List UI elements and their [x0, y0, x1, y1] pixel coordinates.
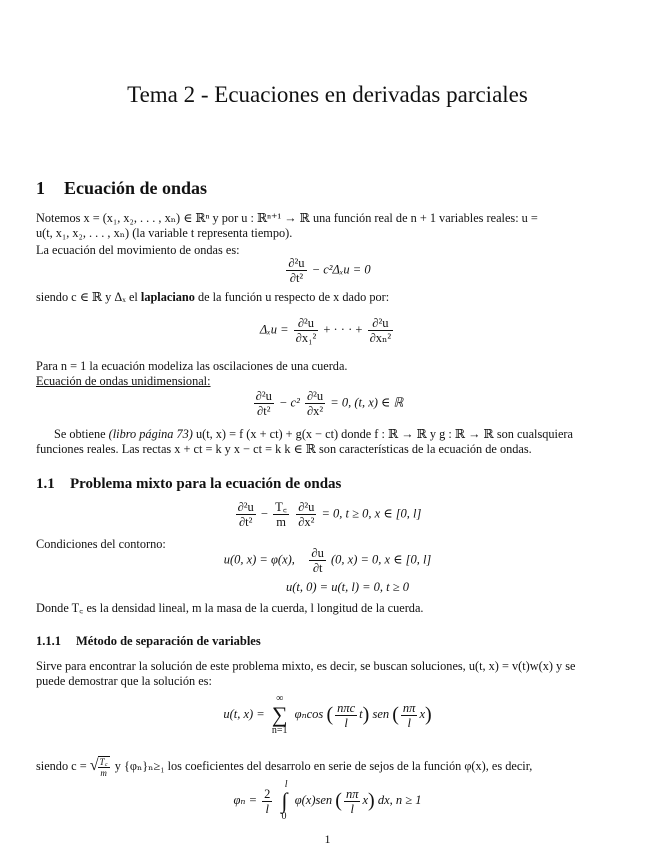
paragraph-solution-line2: funciones reales. Las rectas x + ct = k y x − ct = k k ∈ ℝ son características de la ecuación de ondas. [36, 442, 532, 456]
fraction-d2u-dx1: $\frac{\text{∂²u}}{\text{∂x₁²}}$ [295, 316, 317, 345]
section-heading-1-1: 1.1 Problema mixto para la ecuación de ondas [36, 476, 342, 492]
paragraph-separation-line1: Sirve para encontrar la solución de este problema mixto, es decir, se buscan soluciones, u(t, x) = v(t)w(x) y se [36, 659, 576, 673]
section-number: 1 [36, 178, 45, 198]
section-heading-1-1-1: 1.1.1 Método de separación de variables [36, 634, 261, 648]
paragraph-laplacian: siendo c ∈ ℝ y Δₓ el laplaciano de la función u respecto de x dado por: [36, 290, 390, 304]
paragraph-separation-line2: puede demostrar que la solución es: [36, 674, 212, 688]
equation-series-solution: u(t, x) = ∞ ∑ n=1 φₙcos ( $\frac{\text{nπc}}{l}$ t) sen ( $\frac{n\pi}{l}$ x) [223, 693, 432, 736]
equation-wave-1d: $\frac{\text{∂²u}}{\text{∂t²}}$ − c² $\frac{\text{∂²u}}{\text{∂x²}}$ = 0, (t, x) ∈ ℝ [255, 389, 404, 418]
fraction-d2u-dt2: $\frac{\text{∂²u}}{\text{∂t²}}$ [288, 256, 305, 285]
fraction-d2u-dxn: $\frac{\text{∂²u}}{\text{∂xₙ²}}$ [369, 316, 392, 345]
paragraph-boundary: Condiciones del contorno: [36, 537, 166, 551]
paragraph-string: Para n = 1 la ecuación modeliza las oscilaciones de una cuerda. [36, 359, 348, 373]
equation-laplacian: Δₓu = $\frac{\text{∂²u}}{\text{∂x₁²}}$ + · · · + $\frac{\text{∂²u}}{\text{∂xₙ²}}$ [259, 316, 392, 345]
equation-wave: $\frac{\text{∂²u}}{\text{∂t²}}$ − c²Δₓu = 0 [288, 256, 371, 285]
sqrt-expression: √ $\frac{T꜀}{m}$ [89, 756, 108, 778]
paragraph-notation-line1: Notemos x = (x₁, x₂, . . . , xₙ) ∈ ℝⁿ y por u : ℝⁿ⁺¹ → ℝ una función real de n + 1 variables reales: u = [36, 211, 538, 225]
paragraph-density: Donde T꜀ es la densidad lineal, m la masa de la cuerda, l longitud de la cuerda. [36, 601, 424, 615]
equation-bc2: u(t, 0) = u(t, l) = 0, t ≥ 0 [285, 580, 410, 594]
integral-operator: l ∫ 0 [281, 779, 288, 822]
equation-bc1: u(0, x) = φ(x), $\frac{\partial u}{\partial t}$ (0, x) = 0, x ∈ [0, l] [223, 546, 432, 575]
sum-operator: ∞ ∑ n=1 [271, 693, 288, 736]
section-title: Ecuación de ondas [64, 178, 208, 198]
document-title: Tema 2 - Ecuaciones en derivadas parciales [127, 82, 528, 107]
label-1d-wave: Ecuación de ondas unidimensional: [36, 374, 211, 388]
paragraph-solution-line1: Se obtiene (libro página 73) u(t, x) = f (x + ct) + g(x − ct) donde f : ℝ → ℝ y g : ℝ → ℝ son cualsquiera [54, 427, 573, 441]
page-number: 1 [324, 832, 331, 846]
paragraph-wave-intro: La ecuación del movimiento de ondas es: [36, 243, 240, 257]
paragraph-coefficients: siendo c = √ $\frac{T꜀}{m}$ y {φₙ}ₙ≥₁ los coeficientes del desarrolo en serie de sejos de la función φ(x), es decir, [36, 756, 533, 778]
paragraph-notation-line2: u(t, x₁, x₂, . . . , xₙ) (la variable t representa tiempo). [36, 226, 293, 240]
equation-mixed: $\frac{\text{∂²u}}{\text{∂t²}}$ − $\frac{T꜀}{m}$ $\frac{\text{∂²u}}{\text{∂x²}}$ = 0, t ≥ 0, x ∈ [0, l] [237, 500, 422, 529]
equation-coefficients: φₙ = $\frac{2}{l}$ l ∫ 0 φ(x)sen ( $\frac{n\pi}{l}$ x) dx, n ≥ 1 [233, 779, 422, 822]
section-heading-1 [36, 178, 207, 199]
